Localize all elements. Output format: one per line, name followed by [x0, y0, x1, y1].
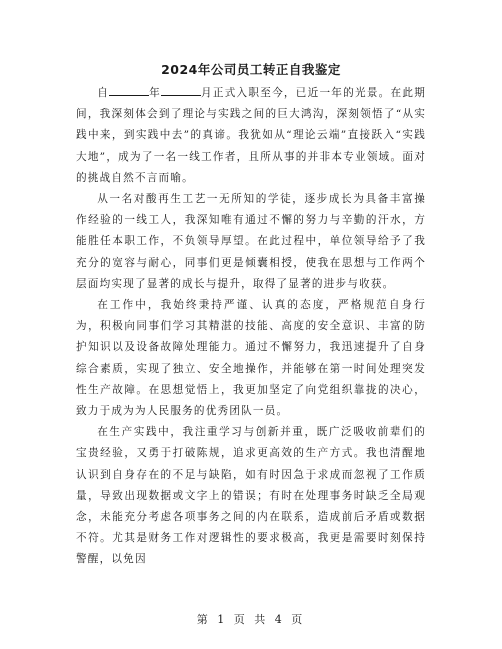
intro-text-rest: 月正式入职至今，已近一年的光景。在此期间，我深刻体会到了理论与实践之间的巨大鸿沟，深刻领悟了“从实践中来，到实践中去”的真谛。我犹如从“理论云端”直接跃入“实践大地”，成为了一名一线工作者，且所从事的并非本专业领域。面对的挑战自然不言而喻。 [76, 87, 427, 184]
year-blank [109, 83, 149, 96]
body-paragraph-3: 在生产实践中，我注重学习与创新并重，既广泛吸收前辈们的宝贵经验，又勇于打破陈规，追求更高效的生产方式。我也清醒地认识到自身存在的不足与缺陷，如有时因急于求成而忽视了工作质量，导致出现数据或文字上的错误；有时在处理事务时缺乏全局观念，未能充分考虑各项事务之间的内在联系，造成前后矛盾或数据不符。尤其是财务工作对逻辑性的要求极高，我更是需要时刻保持警醒，以免因 [76, 426, 426, 566]
month-blank [161, 83, 201, 96]
body-paragraph-2: 在工作中，我始终秉持严谨、认真的态度，严格规范自身行为，积极向同事们学习其精湛的技能、高度的安全意识、丰富的防护知识以及设备故障处理能力。通过不懈努力，我迅速提升了自身综合素质，实现了独立、安全地操作，并能够在第一时间处理突发性生产故障。在思想觉悟上，我更加坚定了向党组织靠拢的决心，致力于成为为人民服务的优秀团队一员。 [76, 299, 426, 418]
document-title: 2024年公司员工转正自我鉴定 [161, 62, 341, 77]
page-number-footer: 第 1 页 共 4 页 [196, 613, 306, 626]
document-body [76, 83, 426, 571]
intro-paragraph [76, 83, 426, 189]
intro-text-year: 年 [149, 87, 161, 99]
intro-text-start: 自 [97, 87, 110, 99]
body-paragraph-1: 从一名对酸再生工艺一无所知的学徒，逐步成长为具备丰富操作经验的一线工人，我深知唯有通过不懈的努力与辛勤的汗水，方能胜任本职工作，不负领导厚望。在此过程中，单位领导给予了我充分的宽容与耐心，同事们更是倾囊相授，使我在思想与工作两个层面均实现了显著的成长与提升，取得了显著的进步与收获。 [76, 193, 426, 290]
